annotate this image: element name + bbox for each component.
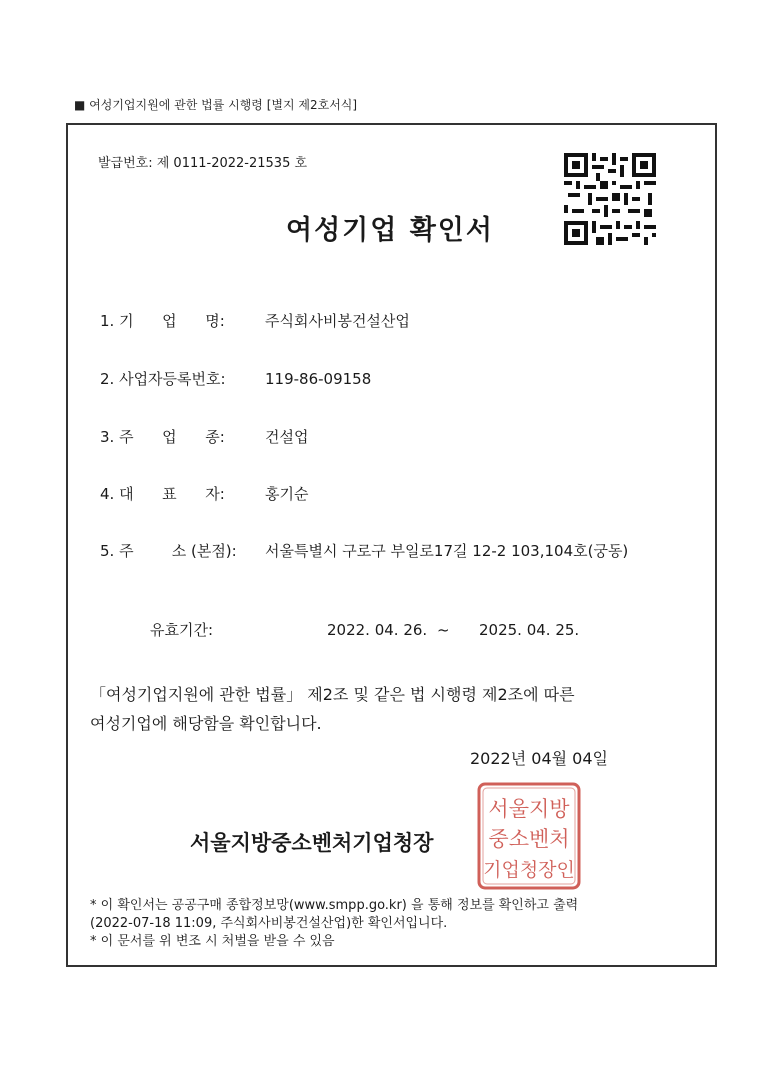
field-label: 5. 주 소 (본점): bbox=[100, 542, 237, 560]
validity-end: 2025. 04. 25. bbox=[479, 621, 580, 639]
field-value: 주식회사비봉건설산업 bbox=[265, 312, 410, 330]
form-reference-note: ■ 여성기업지원에 관한 법률 시행령 [별지 제2호서식] bbox=[74, 98, 358, 112]
field-label: 4. 대 표 자: bbox=[100, 485, 225, 503]
official-seal-stamp bbox=[475, 780, 583, 892]
statement-line: 여성기업에 해당함을 확인합니다. bbox=[90, 714, 322, 733]
footnote-line: (2022-07-18 11:09, 주식회사비봉건설산업)한 확인서입니다. bbox=[90, 916, 448, 931]
field-label: 3. 주 업 종: bbox=[100, 428, 225, 446]
validity-start: 2022. 04. 26. bbox=[327, 621, 428, 639]
field-business-registration-number bbox=[100, 368, 371, 389]
issuing-agency: 서울지방중소벤처기업청장 bbox=[190, 831, 434, 855]
validity-separator: ~ bbox=[437, 621, 450, 639]
field-value: 119-86-09158 bbox=[265, 370, 372, 388]
confirmation-statement bbox=[90, 680, 650, 738]
document-title: 여성기업 확인서 bbox=[286, 215, 494, 246]
footnote-line: * 이 확인서는 공공구매 종합정보망(www.smpp.go.kr) 을 통해 정보를 확인하고 출력 bbox=[90, 898, 579, 913]
issue-number: 발급번호: 제 0111-2022-21535 호 bbox=[98, 156, 308, 171]
field-representative bbox=[100, 483, 308, 504]
svg-text:서울지방: 서울지방 bbox=[488, 797, 570, 821]
footnote-line: * 이 문서를 위 변조 시 처벌을 받을 수 있음 bbox=[90, 934, 335, 949]
svg-text:중소벤처: 중소벤처 bbox=[488, 827, 570, 851]
statement-line: 「여성기업지원에 관한 법률」 제2조 및 같은 법 시행령 제2조에 따른 bbox=[90, 685, 575, 704]
validity-label: 유효기간: bbox=[150, 621, 214, 639]
issue-date: 2022년 04월 04일 bbox=[470, 749, 608, 768]
field-address bbox=[100, 540, 628, 561]
field-value: 건설업 bbox=[265, 428, 309, 446]
field-company-name bbox=[100, 310, 410, 331]
field-main-business bbox=[100, 426, 308, 447]
field-label: 1. 기 업 명: bbox=[100, 312, 225, 330]
svg-text:기업청장인: 기업청장인 bbox=[483, 859, 575, 881]
field-label: 2. 사업자등록번호: bbox=[100, 370, 226, 388]
field-value: 서울특별시 구로구 부일로17길 12-2 103,104호(궁동) bbox=[265, 542, 629, 560]
field-value: 홍기순 bbox=[265, 485, 309, 503]
footnotes bbox=[90, 897, 650, 951]
